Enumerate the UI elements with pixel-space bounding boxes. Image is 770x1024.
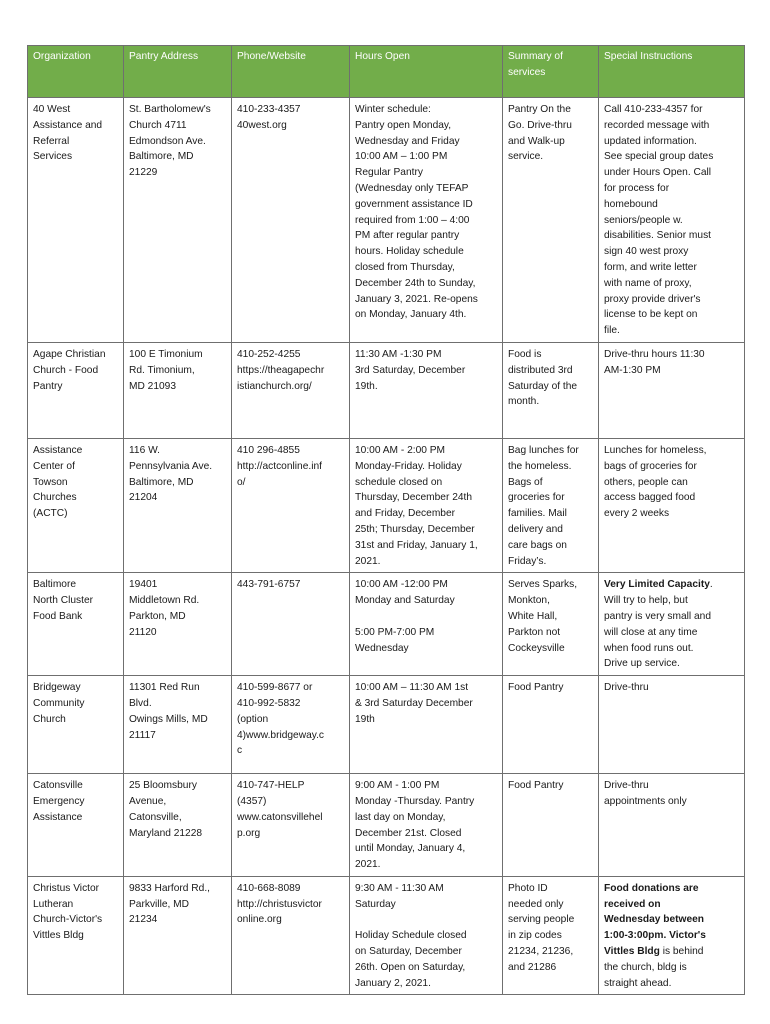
pantry-document (27, 45, 744, 995)
address-line: MD 21093 (129, 380, 177, 392)
organization-line: (ACTC) (33, 508, 68, 520)
cell-address (124, 676, 232, 774)
cell-phone (232, 438, 350, 572)
organization-line: Food Bank (33, 610, 83, 622)
address-line: Blvd. (129, 697, 152, 709)
summary-line: and 21286 (508, 961, 557, 973)
special-bold: 1:00-3:00pm. Victor's (604, 930, 706, 942)
address-line: 21229 (129, 167, 158, 179)
cell-organization (28, 774, 124, 877)
hours-line: 31st and Friday, January 1, (355, 539, 478, 551)
phone-line: c (237, 745, 243, 757)
hours-line: Wednesday (355, 642, 409, 654)
pantry-table (27, 45, 745, 995)
organization-line: North Cluster (33, 595, 94, 607)
hours-line: government assistance ID (355, 198, 473, 210)
special-line: Drive-thru (604, 780, 649, 792)
cell-address (124, 342, 232, 438)
address-line: Catonsville, (129, 811, 182, 823)
organization-line: Referral (33, 135, 70, 147)
special-suffix: . (709, 579, 713, 591)
phone-line: istianchurch.org/ (237, 380, 312, 392)
phone-line: 410 296-4855 (237, 444, 300, 456)
address-line: 19401 (129, 579, 158, 591)
summary-line: Food Pantry (508, 682, 564, 694)
address-line: Parkton, MD (129, 610, 186, 622)
header-organization: Organization (28, 46, 124, 98)
cell-organization (28, 98, 124, 343)
special-line: Call 410-233-4357 for (604, 104, 703, 115)
phone-line: 443-791-6757 (237, 579, 301, 591)
summary-line: Saturday of the (508, 380, 578, 392)
summary-line: Friday’s. (508, 555, 547, 567)
cell-special (599, 876, 745, 995)
phone-line: http://christusvictor (237, 898, 322, 910)
hours-line: 19th. (355, 380, 378, 392)
cell-address (124, 438, 232, 572)
special-line: form, and write letter (604, 261, 697, 273)
summary-line: and Walk-up (508, 135, 565, 147)
phone-line: online.org (237, 914, 282, 926)
special-line: sign 40 west proxy (604, 246, 689, 258)
summary-line: Bag lunches for (508, 444, 579, 456)
organization-line: Emergency (33, 795, 85, 807)
hours-line: closed from Thursday, (355, 261, 455, 273)
special-line (604, 928, 739, 944)
header-summary: Summary of services (503, 46, 599, 98)
address-line: 25 Bloomsbury (129, 780, 197, 792)
address-line: Edmondson Ave. (129, 135, 206, 147)
phone-line: o/ (237, 476, 246, 488)
summary-line: distributed 3rd (508, 364, 573, 376)
phone-line: http://actconline.inf (237, 460, 322, 472)
hours-line: & 3rd Saturday December (355, 697, 473, 709)
organization-line: Center of (33, 460, 75, 472)
cell-organization (28, 438, 124, 572)
hours-line: 25th; Thursday, December (355, 523, 475, 535)
table-row (28, 876, 745, 995)
hours-line: (Wednesday only TEFAP (355, 182, 469, 194)
organization-line: Towson (33, 476, 68, 488)
special-line (604, 897, 739, 913)
special-line (604, 577, 739, 593)
hours-line: Wednesday and Friday (355, 135, 460, 147)
address-line: 21204 (129, 492, 158, 504)
cell-special (599, 98, 745, 343)
summary-line: Pantry On the (508, 104, 571, 115)
header-hours: Hours Open (350, 46, 503, 98)
special-line (604, 944, 739, 960)
special-line (604, 912, 739, 928)
hours-line: Monday and Saturday (355, 595, 455, 607)
organization-line: Church (33, 713, 66, 725)
table-row (28, 98, 745, 343)
organization-line: 40 West (33, 104, 71, 115)
summary-line: Food is (508, 348, 542, 360)
hours-line: hours. Holiday schedule (355, 246, 464, 258)
address-line: Owings Mills, MD (129, 713, 208, 725)
phone-line: 410-252-4255 (237, 348, 301, 360)
phone-line: 410-599-8677 or (237, 682, 313, 694)
cell-hours (350, 342, 503, 438)
hours-line: and Friday, December (355, 508, 456, 520)
hours-line (355, 912, 497, 928)
special-line: Drive-thru (604, 682, 649, 694)
phone-line: 40west.org (237, 119, 287, 131)
special-line: access bagged food (604, 492, 696, 504)
hours-line: 10:00 AM – 1:00 PM (355, 151, 448, 163)
hours-line: 19th (355, 713, 375, 725)
cell-hours (350, 573, 503, 676)
cell-phone (232, 876, 350, 995)
cell-summary (503, 876, 599, 995)
summary-line: serving people (508, 914, 575, 926)
summary-line: Photo ID (508, 882, 548, 894)
cell-summary (503, 98, 599, 343)
organization-line: Vittles Bldg (33, 930, 84, 942)
special-line: Drive-thru hours 11:30 (604, 348, 705, 360)
table-row (28, 573, 745, 676)
address-line: 21120 (129, 626, 157, 638)
organization-line: Pantry (33, 380, 63, 392)
table-row (28, 438, 745, 572)
hours-line: Thursday, December 24th (355, 492, 473, 504)
cell-summary (503, 573, 599, 676)
organization-line: Assistance (33, 444, 83, 456)
cell-hours (350, 438, 503, 572)
special-line: recorded message with (604, 119, 710, 131)
cell-summary (503, 438, 599, 572)
header-row (28, 46, 745, 98)
cell-phone (232, 774, 350, 877)
address-line: 100 E Timonium (129, 348, 203, 360)
organization-line: Assistance (33, 811, 83, 823)
summary-line: White Hall, (508, 610, 558, 622)
cell-organization (28, 676, 124, 774)
table-row (28, 342, 745, 438)
phone-line: p.org (237, 827, 261, 839)
cell-phone (232, 573, 350, 676)
special-line: appointments only (604, 795, 687, 807)
special-line: disabilities. Senior must (604, 230, 712, 242)
address-line: Maryland 21228 (129, 827, 203, 839)
summary-line: 21234, 21236, (508, 946, 574, 958)
phone-line: 410-668-8089 (237, 882, 301, 894)
summary-line: Go. Drive-thru (508, 119, 572, 131)
hours-line: Monday -Thursday. Pantry (355, 795, 475, 807)
organization-line: Catonsville (33, 780, 83, 792)
address-line: Pennsylvania Ave. (129, 460, 213, 472)
cell-address (124, 774, 232, 877)
phone-line: 4)www.bridgeway.c (237, 729, 325, 741)
header-special: Special Instructions (599, 46, 745, 98)
cell-address (124, 98, 232, 343)
table-row (28, 676, 745, 774)
cell-hours (350, 774, 503, 877)
organization-line: Lutheran (33, 898, 74, 910)
hours-line: January 2, 2021. (355, 977, 431, 989)
cell-phone (232, 342, 350, 438)
hours-line: 10:00 AM -12:00 PM (355, 579, 448, 591)
cell-organization (28, 573, 124, 676)
hours-line: 9:30 AM - 11:30 AM (355, 882, 444, 894)
phone-line: 410-747-HELP (237, 780, 305, 792)
summary-line: delivery and (508, 523, 563, 535)
address-line: Rd. Timonium, (129, 364, 195, 376)
organization-line: Community (33, 697, 85, 709)
hours-line: on Monday, January 4th. (355, 309, 467, 321)
address-line: Parkville, MD (129, 898, 190, 910)
hours-line (355, 609, 497, 625)
cell-special (599, 774, 745, 877)
summary-line: month. (508, 396, 540, 408)
address-line: Avenue, (129, 795, 167, 807)
summary-line: in zip codes (508, 930, 562, 942)
special-line: license to be kept on (604, 309, 698, 321)
cell-summary (503, 774, 599, 877)
cell-hours (350, 876, 503, 995)
hours-line: PM after regular pantry (355, 230, 460, 242)
special-bold: Vittles Bldg (604, 946, 660, 958)
hours-line: December 21st. Closed (355, 827, 462, 839)
organization-line: Churches (33, 492, 77, 504)
special-line: bags of groceries for (604, 460, 697, 472)
summary-line: Cockeysville (508, 642, 565, 654)
special-line: others, people can (604, 476, 688, 488)
cell-special (599, 342, 745, 438)
special-bold: Wednesday between (604, 914, 705, 926)
phone-line: 410-992-5832 (237, 697, 301, 709)
cell-hours (350, 98, 503, 343)
organization-line: Bridgeway (33, 682, 81, 694)
cell-organization (28, 342, 124, 438)
hours-line: Winter schedule: (355, 104, 431, 115)
cell-organization (28, 876, 124, 995)
hours-line: 5:00 PM-7:00 PM (355, 626, 435, 638)
organization-line: Assistance and (33, 119, 103, 131)
special-line: Lunches for homeless, (604, 444, 707, 456)
special-line: Drive up service. (604, 658, 680, 670)
special-tail: is behind (659, 946, 704, 958)
special-bold: received on (604, 898, 661, 910)
header-address: Pantry Address (124, 46, 232, 98)
special-line: See special group dates (604, 151, 714, 163)
special-line: straight ahead. (604, 977, 672, 989)
hours-line: schedule closed on (355, 476, 443, 488)
special-bold: Food donations are (604, 882, 699, 894)
organization-line: Church-Victor's (33, 914, 103, 926)
hours-line: 9:00 AM - 1:00 PM (355, 780, 440, 792)
hours-line: December 24th to Sunday, (355, 277, 476, 289)
phone-line: https://theagapechr (237, 364, 325, 376)
phone-line: 410-233-4357 (237, 104, 301, 115)
summary-line: Monkton, (508, 595, 550, 607)
summary-line: care bags on (508, 539, 567, 551)
special-line: pantry is very small and (604, 610, 712, 622)
summary-line: service. (508, 151, 544, 163)
cell-summary (503, 676, 599, 774)
hours-line: Saturday (355, 898, 396, 910)
hours-line: required from 1:00 – 4:00 (355, 214, 470, 226)
cell-summary (503, 342, 599, 438)
cell-special (599, 573, 745, 676)
phone-line: (4357) (237, 795, 267, 807)
hours-line: last day on Monday, (355, 811, 446, 823)
special-line: when food runs out. (604, 642, 694, 654)
cell-address (124, 573, 232, 676)
address-line: 11301 Red Run (129, 682, 200, 694)
organization-line: Agape Christian (33, 348, 106, 360)
special-line: Will try to help, but (604, 595, 688, 607)
special-line: AM-1:30 PM (604, 364, 661, 376)
special-line: under Hours Open. Call (604, 167, 712, 179)
special-line: updated information. (604, 135, 697, 147)
cell-special (599, 438, 745, 572)
special-line: every 2 weeks (604, 508, 670, 520)
special-line: file. (604, 325, 620, 337)
special-line: with name of proxy, (604, 277, 692, 289)
special-line: will close at any time (604, 626, 698, 638)
hours-line: 11:30 AM -1:30 PM (355, 348, 442, 360)
phone-line: www.catonsvillehel (237, 811, 323, 823)
summary-line: families. Mail (508, 508, 567, 520)
address-line: 21234 (129, 914, 158, 926)
address-line: 9833 Harford Rd., (129, 882, 210, 894)
address-line: Church 4711 (129, 119, 187, 131)
summary-line: Food Pantry (508, 780, 564, 792)
hours-line: 10:00 AM - 2:00 PM (355, 444, 446, 456)
address-line: Baltimore, MD (129, 476, 194, 488)
cell-hours (350, 676, 503, 774)
special-line: proxy provide driver's (604, 293, 701, 305)
organization-line: Services (33, 151, 73, 163)
cell-special (599, 676, 745, 774)
summary-line: needed only (508, 898, 564, 910)
phone-line: (option (237, 713, 269, 725)
hours-line: 2021. (355, 555, 381, 567)
address-line: St. Bartholomew's (129, 104, 211, 115)
hours-line: Holiday Schedule closed (355, 930, 467, 942)
special-bold: Very Limited Capacity (604, 579, 710, 591)
cell-address (124, 876, 232, 995)
hours-line: Regular Pantry (355, 167, 423, 179)
hours-line: 3rd Saturday, December (355, 364, 466, 376)
pantry-rows (28, 98, 745, 995)
hours-line: until Monday, January 4, (355, 843, 466, 855)
address-line: 21117 (129, 729, 156, 741)
summary-line: Bags of (508, 476, 543, 488)
special-line: seniors/people w. (604, 214, 683, 226)
special-line: the church, bldg is (604, 961, 687, 973)
organization-line: Church - Food (33, 364, 99, 376)
cell-phone (232, 98, 350, 343)
header-phone: Phone/Website (232, 46, 350, 98)
cell-phone (232, 676, 350, 774)
hours-line: January 3, 2021. Re-opens (355, 293, 478, 305)
hours-line: 2021. (355, 859, 381, 871)
address-line: 116 W. (129, 444, 160, 456)
hours-line: on Saturday, December (355, 946, 462, 958)
organization-line: Baltimore (33, 579, 77, 591)
hours-line: Monday-Friday. Holiday (355, 460, 462, 472)
organization-line: Christus Victor (33, 882, 100, 894)
special-line (604, 881, 739, 897)
summary-line: Serves Sparks, (508, 579, 578, 591)
summary-line: the homeless. (508, 460, 572, 472)
hours-line: 26th. Open on Saturday, (355, 961, 466, 973)
summary-line: groceries for (508, 492, 565, 504)
summary-line: Parkton not (508, 626, 561, 638)
hours-line: 10:00 AM – 11:30 AM 1st (355, 682, 469, 694)
special-line: for process for (604, 182, 670, 194)
address-line: Baltimore, MD (129, 151, 194, 163)
special-line: homebound (604, 198, 658, 210)
address-line: Middletown Rd. (129, 595, 200, 607)
table-row (28, 774, 745, 877)
hours-line: Pantry open Monday, (355, 119, 452, 131)
